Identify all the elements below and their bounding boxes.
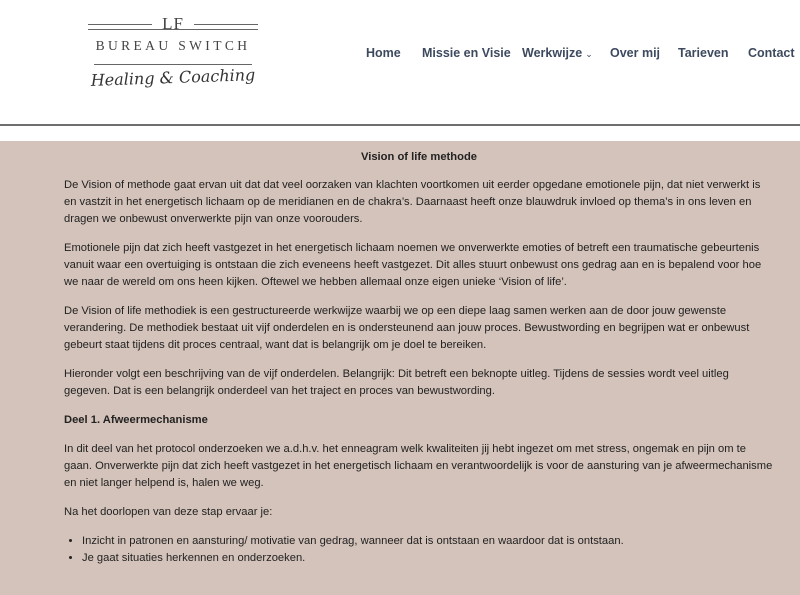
- main-nav: [0, 46, 800, 66]
- article-title: Vision of life methode: [360, 151, 478, 163]
- nav-contact[interactable]: Contact: [748, 46, 795, 60]
- section-heading: Deel 1. Afweermechanisme: [64, 414, 208, 426]
- list-item: • Inzicht in patronen en aansturing/ motivatie van gedrag, wanneer dat is ontstaan en waardoor dat is ontstaan.: [82, 533, 774, 550]
- paragraph-section-body: In dit deel van het protocol onderzoeken we a.d.h.v. het enneagram welk kwaliteiten jij hebt ingezet om met stress, ongemak en pijn om te gaan. Onverwerkte pijn dat zich heeft vastgezet in het energetisch lichaam en verantwoordelijk is voor de aansturing van je afweermechanisme en niet langer helpend is, halen we weg.: [64, 443, 773, 489]
- nav-missie-en-visie[interactable]: Missie en Visie: [422, 46, 511, 60]
- bullet-list: [64, 533, 774, 567]
- paragraph-emotional-pain: Emotionele pijn dat zich heeft vastgezet in het energetisch lichaam noemen we onverwerkte emoties of betreft een traumatische gebeurtenis vanuit waar een overtuiging is ontstaan die zich eveneens heeft vastgezet. Dit alles stuurt onbewust ons gedrag aan en is bepalend voor hoe we naar de wereld om ons heen kijken. Oftewel we hebben allemaal onze eigen unieke ‘Vision of life’.: [64, 242, 762, 288]
- paragraph-section-lead: Na het doorlopen van deze stap ervaar je:: [64, 506, 273, 518]
- logo-name: BUREAU SWITCH: [95, 38, 251, 53]
- content-area: [0, 141, 800, 595]
- site-header: [0, 0, 800, 124]
- article: [64, 149, 774, 567]
- nav-tarieven[interactable]: Tarieven: [678, 46, 729, 60]
- chevron-down-icon: ⌄: [585, 49, 593, 59]
- paragraph-methodology: De Vision of life methodiek is een gestructureerde werkwijze waarbij we op een diepe laag samen werken aan de door jouw gewenste verandering. De methodiek bestaat uit vijf onderdelen en is ondersteunend aan jouw proces. Bewustwording en begrijpen wat er onbewust gebeurt staat tijdens dit proces centraal, want dat is belangrijk om je doel te bereiken.: [64, 305, 750, 351]
- logo-monogram: LF: [162, 14, 184, 33]
- nav-home[interactable]: Home: [366, 46, 401, 60]
- header-divider: [0, 124, 800, 126]
- logo-tagline: Healing & Coaching: [90, 65, 256, 90]
- nav-over-mij[interactable]: Over mij: [610, 46, 661, 60]
- paragraph-overview: Hieronder volgt een beschrijving van de vijf onderdelen. Belangrijk: Dit betreft een beknopte uitleg. Tijdens de sessies wordt veel uitleg gegeven. Dat is een belangrijk onderdeel van het traject en proces van bewustwording.: [64, 368, 729, 397]
- nav-werkwijze-label: Werkwijze: [522, 46, 583, 60]
- paragraph-intro: De Vision of methode gaat ervan uit dat dat veel oorzaken van klachten voortkomen uit eerder opgedane emotionele pijn, dat niet verwerkt is en vastzit in het energetisch lichaam op de meridianen en de chakra’s. Daarnaast heeft onze blauwdruk invloed op thema’s in ons leven en dragen we onbewust onverwerkte pijn van onze voorouders.: [64, 179, 761, 225]
- list-item: • Je gaat situaties herkennen en onderzoeken.: [82, 550, 774, 567]
- nav-werkwijze[interactable]: [522, 46, 593, 60]
